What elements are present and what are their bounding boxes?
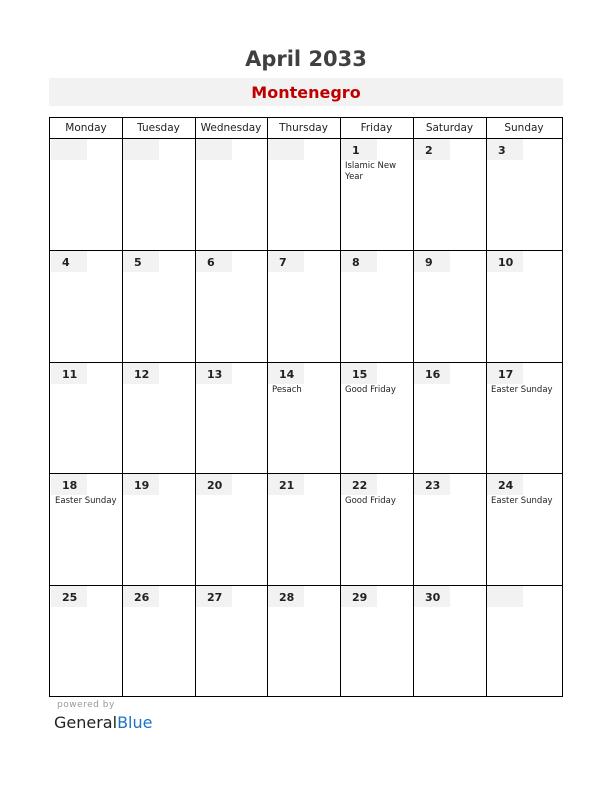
weekday-header: Tuesday [137,122,180,134]
day-number-badge [341,586,377,607]
country-banner [49,78,563,106]
day-number: 16 [425,368,441,381]
day-number-badge [414,251,450,272]
day-number-badge [123,139,159,160]
day-number-badge [414,586,450,607]
day-cell[interactable] [268,474,340,585]
weekday-header: Sunday [504,122,544,134]
day-number-badge [196,586,232,607]
day-number: 7 [279,256,287,269]
day-number-badge [487,251,523,272]
day-number-badge [414,139,450,160]
day-number-badge [123,363,159,384]
day-cell[interactable] [268,139,340,250]
day-cell[interactable] [268,586,340,696]
day-number: 30 [425,591,441,604]
day-number: 13 [207,368,223,381]
day-cell[interactable] [341,363,413,473]
day-cell[interactable] [268,363,340,473]
day-cell[interactable] [414,251,486,362]
day-number-badge [196,139,232,160]
day-cell[interactable] [196,251,267,362]
day-cell[interactable] [123,474,195,585]
holiday-label: Easter Sunday [491,496,553,506]
day-cell[interactable] [51,139,122,250]
generalblue-logo[interactable] [54,713,152,732]
day-cell[interactable] [487,251,562,362]
day-cell[interactable] [123,586,195,696]
day-cell[interactable] [487,586,562,696]
holiday-label: Good Friday [345,385,396,395]
day-cell[interactable] [51,251,122,362]
day-cell[interactable] [414,474,486,585]
day-cell[interactable] [487,363,562,473]
day-cell[interactable] [123,251,195,362]
day-cell[interactable] [341,251,413,362]
day-number: 18 [62,479,78,492]
day-number: 21 [279,479,295,492]
day-number: 25 [62,591,78,604]
day-number-badge [196,363,232,384]
day-number-badge [414,474,450,495]
day-number-badge [196,251,232,272]
day-number-badge [268,251,304,272]
day-number-badge [341,474,377,495]
day-number-badge [487,586,523,607]
day-number-badge [51,586,87,607]
holiday-label: Good Friday [345,496,396,506]
holiday-label: Easter Sunday [491,385,553,395]
day-number-badge [268,474,304,495]
day-number: 19 [134,479,150,492]
day-number: 10 [498,256,514,269]
day-cell[interactable] [341,139,413,250]
day-number: 2 [425,144,433,157]
day-number-badge [341,251,377,272]
day-number-badge [51,363,87,384]
day-number-badge [268,139,304,160]
day-number: 15 [352,368,368,381]
day-number-badge [487,363,523,384]
day-cell[interactable] [487,139,562,250]
brand-blue: Blue [117,713,153,732]
day-number: 17 [498,368,514,381]
day-number: 4 [62,256,70,269]
country-name: Montenegro [251,83,361,102]
day-cell[interactable] [51,586,122,696]
day-cell[interactable] [196,363,267,473]
day-number: 23 [425,479,441,492]
day-number-badge [51,139,87,160]
day-number: 26 [134,591,150,604]
holiday-label: Islamic New Year [345,161,397,182]
day-cell[interactable] [414,363,486,473]
holiday-label: Pesach [272,385,302,395]
day-number-badge [268,363,304,384]
day-cell[interactable] [51,474,122,585]
weekday-header: Thursday [279,122,328,134]
day-number: 8 [352,256,360,269]
day-cell[interactable] [123,139,195,250]
day-number-badge [487,139,523,160]
weekday-header: Saturday [425,122,474,134]
day-cell[interactable] [123,363,195,473]
day-number-badge [487,474,523,495]
day-number-badge [123,251,159,272]
day-number: 3 [498,144,506,157]
day-number: 22 [352,479,368,492]
day-number: 6 [207,256,215,269]
day-number: 9 [425,256,433,269]
brand-general: General [54,713,118,732]
powered-by-text: powered by [57,700,115,710]
day-number: 28 [279,591,295,604]
day-cell[interactable] [341,586,413,696]
calendar-grid [49,117,563,697]
day-number-badge [414,363,450,384]
day-cell[interactable] [268,251,340,362]
holiday-label: Easter Sunday [55,496,117,506]
day-number: 24 [498,479,514,492]
day-number: 14 [279,368,295,381]
day-cell[interactable] [196,474,267,585]
day-number: 11 [62,368,78,381]
day-number-badge [123,474,159,495]
day-number-badge [268,586,304,607]
day-number: 29 [352,591,368,604]
day-cell[interactable] [196,586,267,696]
weekday-header: Monday [65,122,107,134]
day-cell[interactable] [341,474,413,585]
weekday-header: Friday [360,122,393,134]
day-cell[interactable] [414,586,486,696]
day-number-badge [341,363,377,384]
day-cell[interactable] [51,363,122,473]
day-cell[interactable] [414,139,486,250]
day-number: 20 [207,479,223,492]
day-cell[interactable] [487,474,562,585]
day-number: 5 [134,256,142,269]
day-number-badge [196,474,232,495]
day-number-badge [51,251,87,272]
day-number: 1 [352,144,360,157]
weekday-header: Wednesday [200,122,262,134]
day-number-badge [123,586,159,607]
page-title: April 2033 [245,47,367,71]
day-number-badge [341,139,377,160]
day-number: 27 [207,591,223,604]
day-cell[interactable] [196,139,267,250]
day-number-badge [51,474,87,495]
day-number: 12 [134,368,150,381]
